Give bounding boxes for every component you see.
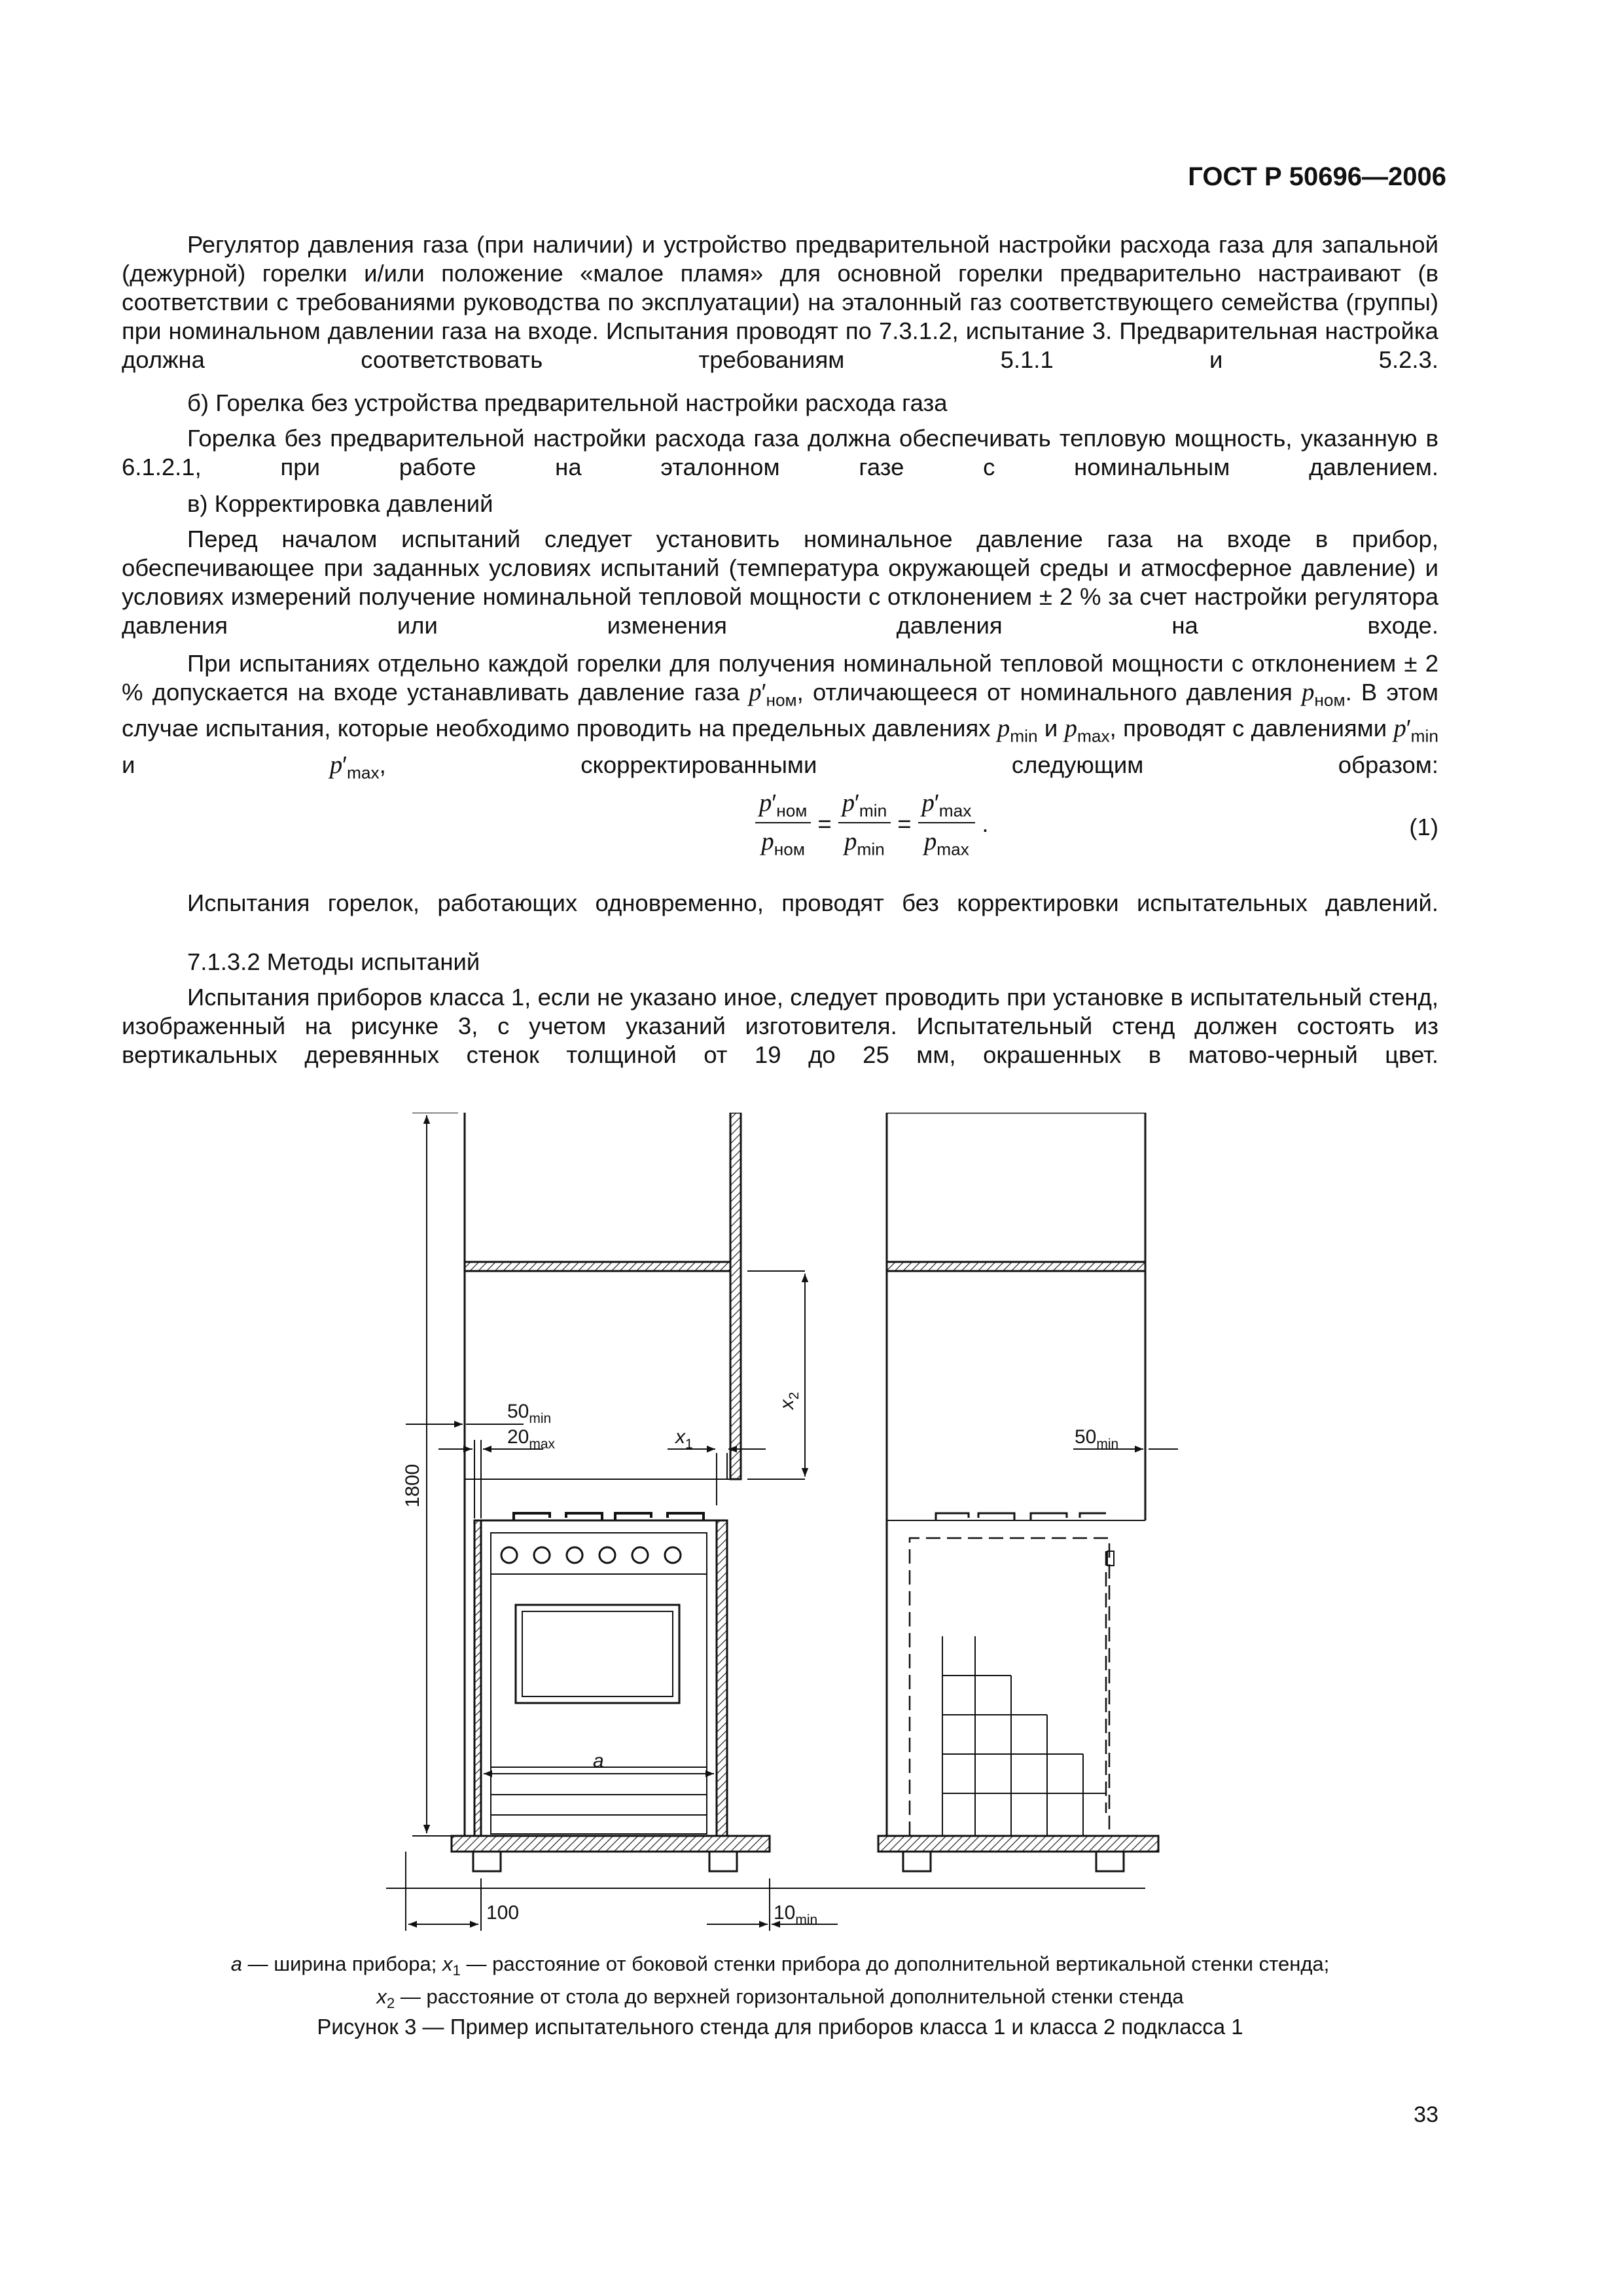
control-knob [567,1547,582,1563]
dimension-50-side-label: $50_{min}$ [1075,1426,1119,1452]
item-b-heading: б) Горелка без устройства предварительной настройки расхода газа [187,389,948,416]
paragraph-burner-without-preset: Горелка без предварительной настройки расхода газа должна обеспечивать тепловую мощность, указанную в 6.1.2.1, при работе на эталонном газе с номинальным давлением. [122,425,1438,480]
paragraph-test-stand: Испытания приборов класса 1, если не указано иное, следует проводить при установке в испытательный стенд, изображенный на рисунке 3, с учетом указаний изготовителя. Испытательный стенд должен состоять из вертикальных деревянных стенок толщиной от 19 до 25 мм, окрашенных в матово-черный цвет. [122,984,1438,1068]
document-header: ГОСТ Р 50696—2006 [1188,162,1446,191]
dimension-20-label: $20_{max}$ [507,1426,556,1452]
equation-number: (1) [1409,814,1438,840]
fraction-max: $\frac{p'_{max}}{p_{max}}$ [918,789,976,860]
dimension-lines [386,1113,1178,1931]
fraction-nom: $\frac{p'_{ном}}{p_{ном}}$ [755,789,811,860]
wall-tiles [942,1636,1106,1836]
paragraph-pressure-correction: Перед началом испытаний следует установить номинальное давление газа на входе в прибор, обеспечивающее при заданных условиях испытаний (температура окружающей среды и атмосферное давление) и условиях измерений получение номинальной тепловой мощности с отклонением ± 2 % за счет настройки регулятора давления или изменения давления на входе. [122,526,1438,639]
item-v-heading: в) Корректировка давлений [187,490,493,517]
control-knob [501,1547,517,1563]
cooker-appliance [481,1513,717,1836]
dimension-1800-label: 1800 [402,1463,423,1508]
equation-body: $\frac{p'_{ном}}{p_{ном}}$ = $\frac{p'_{min}}{p_{min}}$ = $\frac{p'_{max}}{p_{max}}$ . [755,789,995,860]
dimension-50-label: $50_{min}$ [507,1401,552,1426]
figure-caption: Рисунок 3 — Пример испытательного стенда для приборов класса 1 и класса 2 подкласса 1 [317,2015,1243,2039]
figure-legend-line-2: $x_2$ — расстояние от стола до верхней горизонтальной дополнительной стенки стенда [376,1985,1184,2012]
page-number: 33 [1414,2102,1438,2127]
section-heading-test-methods: 7.1.3.2 Методы испытаний [187,948,480,975]
control-knob [599,1547,615,1563]
control-knob [534,1547,550,1563]
dimension-a-label: a [593,1750,604,1772]
control-knob [632,1547,648,1563]
fraction-min: $\frac{p'_{min}}{p_{min}}$ [838,789,891,860]
dimension-100-label: 100 [486,1902,520,1924]
figure-test-stand [386,1113,1237,1964]
cooker-side-outline [910,1538,1109,1836]
stand-side-view [878,1113,1158,1871]
paragraph-simultaneous-burners: Испытания горелок, работающих одновременно, проводят без корректировки испытательных давлений. [187,889,1438,916]
control-knob [665,1547,681,1563]
figure-legend-line-1: a — ширина прибора; $x_1$ — расстояние от боковой стенки прибора до дополнительной вертикальной стенки стенда; [230,1952,1330,1979]
stand-front-view [452,1113,770,1871]
paragraph-separate-burner-test: При испытаниях отдельно каждой горелки для получения номинальной тепловой мощности с отклонением ± 2 % допускается на входе устанавливать давление газа $p'_{ном}$, отличающееся от номинального давления $p_{ном}$. В этом случае испытания, которые необходимо проводить на предельных давлениях $p_{min}$ и $p_{max}$, проводят с давлениями $p'_{min}$ и $p'_{max}$, скорректированными следующим образом: [122,650,1438,783]
dimension-x1-label: $x_1$ [675,1426,693,1452]
equation-1 [122,782,1438,880]
dimension-10-label: $10_{min}$ [774,1902,818,1928]
paragraph-pressure-regulator: Регулятор давления газа (при наличии) и устройство предварительной настройки расхода газа для запальной (дежурной) горелки и/или положение «малое пламя» для основной горелки предварительно настраивают (в соответствии с требованиями руководства по эксплуатации) на эталонный газ соответствующего семейства (группы) при номинальном давлении газа на входе. Испытания проводят по 7.3.1.2, испытание 3. Предварительная настройка должна соответствовать требованиям 5.1.1 и 5.2.3. [122,231,1438,373]
dimension-x2-label: $x_2$ [776,1391,802,1410]
